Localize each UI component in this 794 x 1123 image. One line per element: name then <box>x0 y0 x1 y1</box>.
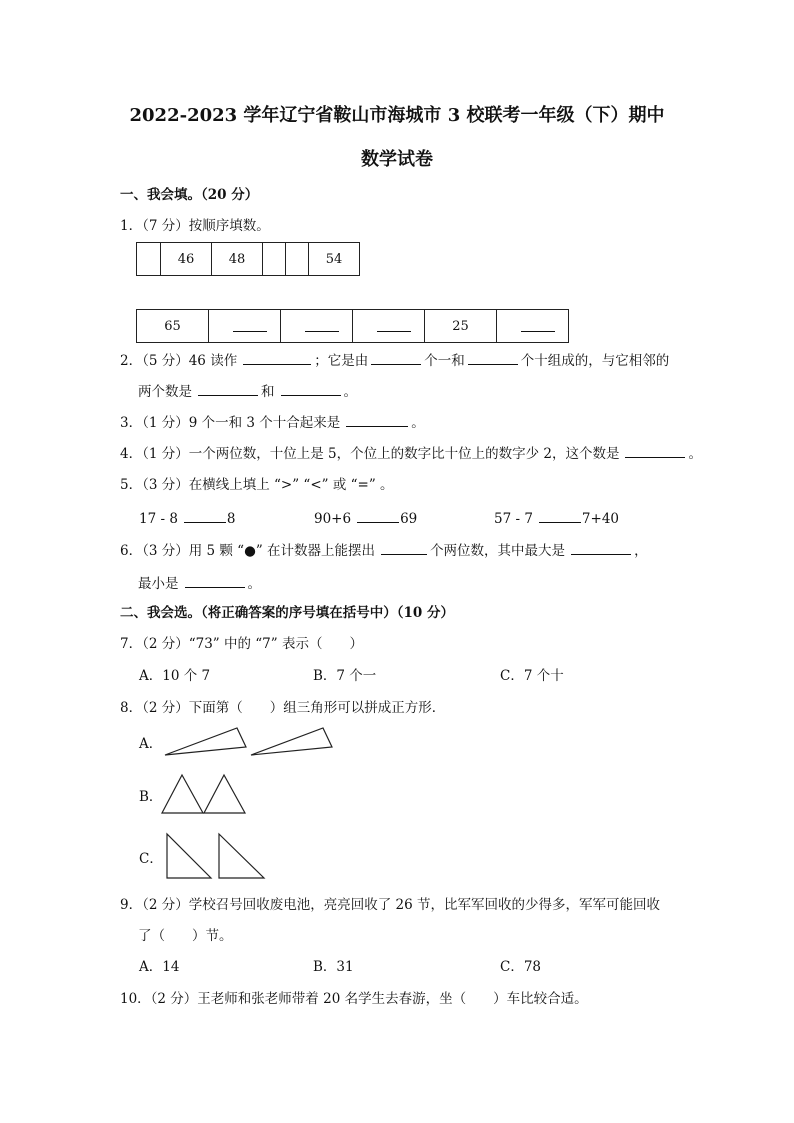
q4-text: 。 <box>688 446 702 462</box>
q6-text: 6．（3 分）用 5 颗 “●” 在计数器上能摆出 <box>120 543 376 559</box>
answer-blank[interactable] <box>243 351 311 365</box>
q2-text: 。 <box>343 384 357 400</box>
answer-blank[interactable] <box>184 509 226 523</box>
answer-blank[interactable] <box>381 541 427 555</box>
seq1-cell: 46 <box>161 243 212 276</box>
question-6-line2 <box>138 574 261 593</box>
seq2-blank-cell <box>353 310 425 343</box>
q8-option-a-triangles <box>164 722 336 758</box>
q4-text: 4．（1 分）一个两位数，十位上是 5，个位上的数字比十位上的数字少 2，这个数是 <box>120 446 620 462</box>
q8-option-a-label[interactable]: A． <box>139 736 163 752</box>
question-2-line1 <box>120 351 669 370</box>
section-1-heading: 一、我会填。（20 分） <box>120 187 259 203</box>
answer-blank[interactable] <box>625 444 685 458</box>
question-2-line2 <box>138 382 357 401</box>
sequence-table-1 <box>136 242 360 276</box>
q8-option-c-label[interactable]: C． <box>139 851 163 867</box>
question-3 <box>120 413 425 432</box>
right-triangle <box>167 834 211 878</box>
exam-title-line2: 数学试卷 <box>361 149 433 170</box>
question-1: 1．（7 分）按顺序填数。 <box>120 218 270 234</box>
question-9-line1: 9．（2 分）学校召号回收废电池，亮亮回收了 26 节，比军军回收的少得多，军军可能回收 <box>120 897 660 913</box>
seq1-cell <box>263 243 286 276</box>
answer-blank[interactable] <box>357 509 399 523</box>
answer-blank[interactable] <box>571 541 631 555</box>
sequence-table-2 <box>136 309 569 343</box>
q2-text: 和 <box>261 384 275 400</box>
q3-text: 3．（1 分）9 个一和 3 个十合起来是 <box>120 415 341 431</box>
exam-title-line1: 2022-2023 学年辽宁省鞍山市海城市 3 校联考一年级（下）期中 <box>129 105 665 126</box>
q7-option-a[interactable]: A．10 个 7 <box>139 668 211 684</box>
seq1-cell: 48 <box>212 243 263 276</box>
answer-blank[interactable] <box>281 382 341 396</box>
seq2-blank-cell <box>281 310 353 343</box>
answer-blank[interactable] <box>521 317 555 332</box>
right-triangle <box>219 834 264 878</box>
q7-option-c[interactable]: C．7 个十 <box>500 668 564 684</box>
seq1-cell <box>137 243 161 276</box>
q8-option-b-triangles <box>160 773 246 815</box>
question-8: 8．（2 分）下面第（ ）组三角形可以拼成正方形． <box>120 700 446 716</box>
q8-option-c-triangles <box>164 832 270 880</box>
q2-text: ；它是由 <box>314 353 369 369</box>
question-5: 5．（3 分）在横线上填上 “>” “<” 或 “=” 。 <box>120 477 394 493</box>
seq2-cell: 25 <box>425 310 497 343</box>
q9-option-c[interactable]: C．78 <box>500 959 542 975</box>
answer-blank[interactable] <box>233 317 267 332</box>
seq1-cell: 54 <box>309 243 360 276</box>
section-2-heading: 二、我会选。（将正确答案的序号填在括号中）（10 分） <box>120 605 454 621</box>
question-10: 10．（2 分）王老师和张老师带着 20 名学生去春游，坐（ ）车比较合适。 <box>120 991 588 1007</box>
q6-text: 个两位数，其中最大是 <box>430 543 566 559</box>
q5-item-3 <box>494 509 619 528</box>
seq1-cell <box>286 243 309 276</box>
q6-text: 最小是 <box>138 576 179 592</box>
answer-blank[interactable] <box>305 317 339 332</box>
question-9-line2: 了（ ）节。 <box>138 928 233 944</box>
q6-text: 。 <box>247 576 261 592</box>
q5-left: 57 - 7 <box>494 511 533 527</box>
q5-left: 17 - 8 <box>139 511 178 527</box>
q5-right: 69 <box>400 511 418 527</box>
answer-blank[interactable] <box>539 509 581 523</box>
isosceles-triangle <box>204 775 245 813</box>
q2-text: 个十组成的，与它相邻的 <box>520 353 670 369</box>
q5-item-2 <box>314 509 417 528</box>
seq2-blank-cell <box>497 310 569 343</box>
q5-item-1 <box>139 509 236 528</box>
answer-blank[interactable] <box>371 351 421 365</box>
q8-option-b-label[interactable]: B． <box>139 789 163 805</box>
answer-blank[interactable] <box>346 413 408 427</box>
q2-text: 2．（5 分）46 读作 <box>120 353 238 369</box>
q5-right: 8 <box>226 511 236 527</box>
obtuse-triangle <box>165 728 246 755</box>
isosceles-triangle <box>162 775 203 813</box>
q9-option-a[interactable]: A．14 <box>139 959 180 975</box>
answer-blank[interactable] <box>198 382 258 396</box>
q6-text: ， <box>634 543 648 559</box>
obtuse-triangle <box>251 728 332 755</box>
q3-text: 。 <box>411 415 425 431</box>
question-7: 7．（2 分）“73” 中的 “7” 表示（ ） <box>120 636 363 652</box>
answer-blank[interactable] <box>185 574 245 588</box>
answer-blank[interactable] <box>468 351 518 365</box>
seq2-blank-cell <box>209 310 281 343</box>
question-4 <box>120 444 702 463</box>
answer-blank[interactable] <box>377 317 411 332</box>
question-6-line1 <box>120 541 648 560</box>
q7-option-b[interactable]: B．7 个一 <box>313 668 377 684</box>
q5-left: 90+6 <box>314 511 352 527</box>
q5-right: 7+40 <box>581 511 620 527</box>
q9-option-b[interactable]: B．31 <box>313 959 354 975</box>
seq2-cell: 65 <box>137 310 209 343</box>
q2-text: 两个数是 <box>138 384 192 400</box>
q2-text: 个一和 <box>424 353 465 369</box>
